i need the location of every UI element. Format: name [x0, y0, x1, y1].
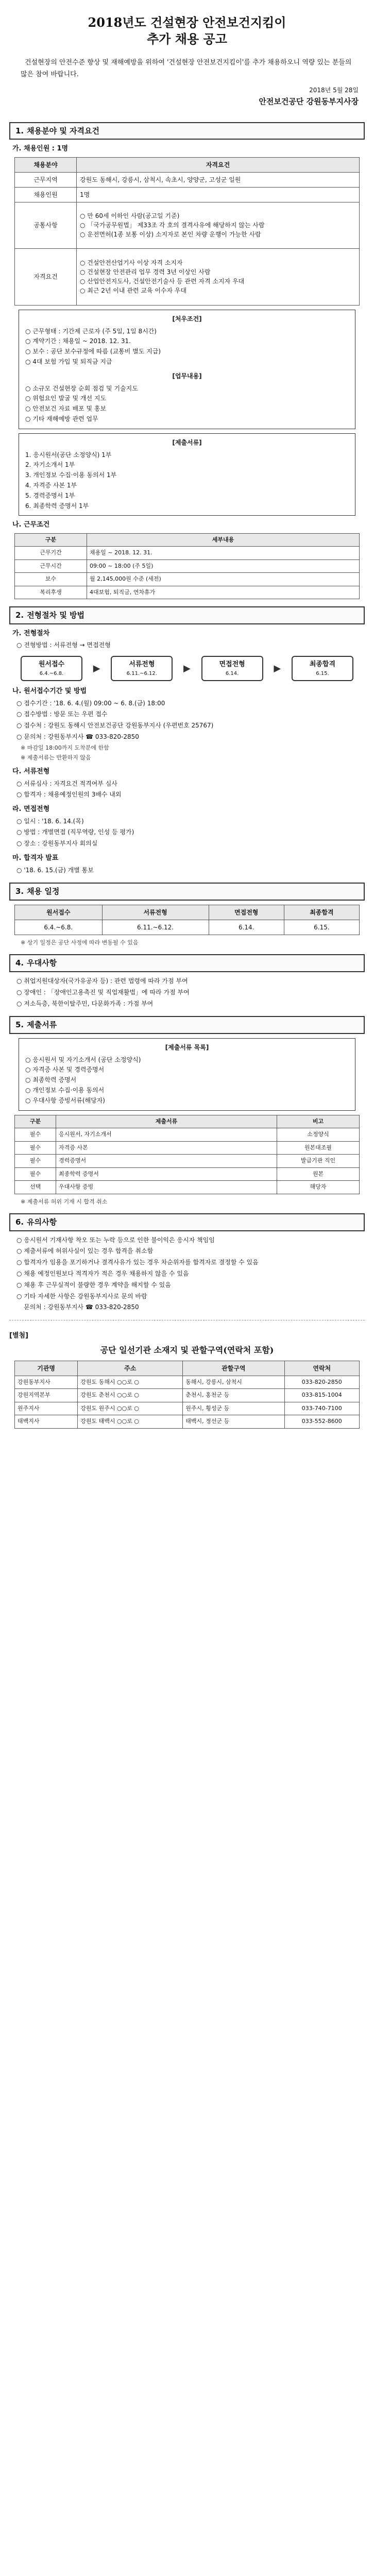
- list-item: ○ 개인정보 수집·이용 동의서: [25, 1087, 105, 1094]
- contact-line: 문의처 : 강원동부지사 ☎ 033-820-2850: [24, 1303, 139, 1311]
- notice-title: [0, 0, 374, 52]
- list-item: 3. 개인정보 수집·이용 동의서 1부: [25, 471, 117, 479]
- table-row: 자격요건 ○ 건설안전산업기사 이상 자격 소지자 ○ 건설현장 안전관리 업무 경력 3년 이상인 사람 ○ 산업안전지도사, 건설안전기술사 등 관련 자격 소지자 우대 ○ 최근 2년 이내 관련 교육 이수자 우대: [15, 248, 360, 305]
- table-header: 채용분야: [15, 157, 77, 172]
- notice-org: 안전보건공단 강원동부지사장: [259, 97, 359, 107]
- process-flow: [21, 656, 353, 681]
- list-item: 2. 자기소개서 1부: [25, 461, 75, 469]
- section-3-header: 3. 채용 일정: [9, 883, 365, 901]
- list-item: ○ 접수기간 : '18. 6. 4.(월) 09:00 ~ 6. 8.(금) 18:00: [16, 699, 165, 707]
- list-item: ○ 소규모 건설현장 순회 점검 및 기술지도: [25, 384, 138, 392]
- table-row: 태백지사 강원도 태백시 ○○로 ○ 태백시, 정선군 등 033-552-8600: [15, 1415, 360, 1429]
- table-row: 강원동부지사 강원도 동해시 ○○로 ○ 동해시, 강릉시, 삼척시 033-820-2850: [15, 1376, 360, 1389]
- list-item: ○ 취업지원대상자(국가유공자 등) : 관련 법령에 따라 가점 부여: [16, 977, 188, 985]
- docs-box: [제출서류] 1. 응시원서(공단 소정양식) 1부 2. 자기소개서 1부 3. 개인정보 수집·이용 동의서 1부 4. 자격증 사본 1부 5. 경력증명서 1부 6. 최종학력 증명서 1부: [19, 433, 355, 516]
- appendix-title: 공단 일선기관 소재지 및 관할구역(연락처 포함): [100, 1345, 274, 1355]
- table-row: 복리후생 4대보험, 퇴직금, 연차휴가: [15, 586, 360, 599]
- schedule-table: 원서접수 서류전형 면접전형 최종합격 6.4.~6.8. 6.11.~6.12. 6.14. 6.15.: [14, 905, 360, 935]
- s1-sub1: 가. 채용인원 : 1명: [12, 145, 69, 153]
- list-item: ○ 계약기간 : 채용일 ~ 2018. 12. 31.: [25, 337, 131, 345]
- list-item: ○ 위험요인 발굴 및 개선 지도: [25, 395, 107, 402]
- table-row: 선택 우대사항 증빙 해당자: [15, 1181, 360, 1194]
- step-document: 서류전형 6.11.~6.12.: [111, 656, 173, 681]
- list-item: ○ 기타 재해예방 관련 업무: [25, 415, 98, 422]
- arrow-icon: ▶: [93, 663, 100, 674]
- step-application: 원서접수 6.4.~6.8.: [21, 656, 82, 681]
- list-item: ○ 우대사항 증빙서류(해당자): [25, 1096, 105, 1104]
- section-3-title: 채용 일정: [27, 887, 60, 896]
- section-6-header: 6. 유의사항: [9, 1213, 365, 1231]
- list-item: ○ 안전보건 자료 배포 및 홍보: [25, 405, 107, 413]
- list-item: ○ 최종학력 증명서: [25, 1076, 77, 1084]
- table-row: 채용인원 1명: [15, 187, 360, 202]
- section-2-title: 전형절차 및 방법: [27, 611, 85, 620]
- section-2-header: 2. 전형절차 및 방법: [9, 606, 365, 624]
- s1-sub2: 나. 근무조건: [12, 521, 50, 529]
- section-1-header: 1. 채용분야 및 자격요건: [9, 122, 365, 140]
- list-item: ○ 합격자가 임용을 포기하거나 결격사유가 있는 경우 차순위자를 합격자로 결정할 수 있음: [16, 1259, 259, 1266]
- list-item: ○ 보수 : 공단 보수규정에 따름 (교통비 별도 지급): [25, 348, 161, 355]
- list-item: ○ 저소득층, 북한이탈주민, 다문화가족 : 가점 부여: [16, 999, 154, 1007]
- section-4-header: 4. 우대사항: [9, 954, 365, 972]
- table-row: 근무기간 채용일 ~ 2018. 12. 31.: [15, 547, 360, 560]
- step-interview: 면접전형 6.14.: [201, 656, 263, 681]
- notice-date: 2018년 5월 28일: [309, 87, 359, 94]
- list-item: ○ 기타 자세한 사항은 강원동부지사로 문의 바람: [16, 1292, 147, 1300]
- table-row: 필수 응시원서, 자기소개서 소정양식: [15, 1128, 360, 1142]
- office-table: 기관명 주소 관할구역 연락처 강원동부지사 강원도 동해시 ○○로 ○ 동해시, 강릉시, 삼척시 033-820-2850 강원지역본부 강원도 춘천시 ○○로 ○ 춘천시, 홍천군 등 033-815-1004 원주지사 강원도 원주시 ○○로 ○ 원주시, 횡성군 등 033-740-7100 태백지사 강원도 태백시 ○○로 ○ 태백시, 정선군 등 033-552-8600: [14, 1361, 360, 1429]
- list-item: 5. 경력증명서 1부: [25, 492, 75, 499]
- condition-table: 구분 세부내용 근무기간 채용일 ~ 2018. 12. 31. 근무시간 09:00 ~ 18:00 (주 5일) 보수 월 2,145,000원 수준 (세전) 복리후생 4대보험, 퇴직금, 연차휴가: [14, 533, 360, 600]
- section-6-title: 유의사항: [27, 1217, 57, 1227]
- table-header: 자격요건: [77, 157, 360, 172]
- list-item: ○ 문의처 : 강원동부지사 ☎ 033-820-2850: [16, 733, 139, 741]
- list-item: ○ 응시원서 및 자기소개서 (공단 소정양식): [25, 1056, 141, 1063]
- table-row: 강원지역본부 강원도 춘천시 ○○로 ○ 춘천시, 홍천군 등 033-815-1004: [15, 1389, 360, 1402]
- title-line-2: 추가 채용 공고: [147, 31, 227, 47]
- list-item: 4. 자격증 사본 1부: [25, 481, 77, 489]
- section-4-title: 우대사항: [27, 958, 57, 968]
- appendix-label: [별첨]: [9, 1332, 28, 1340]
- list-item: ○ 자격증 사본 및 경력증명서: [25, 1066, 105, 1074]
- arrow-icon: ▶: [274, 663, 281, 674]
- list-item: ○ 제출서류에 허위사실이 있는 경우 합격을 취소함: [16, 1247, 154, 1255]
- arrow-icon: ▶: [183, 663, 191, 674]
- list-item: ○ 접수방법 : 방문 또는 우편 접수: [16, 710, 108, 718]
- list-item: ○ 채용 후 근무실적이 불량한 경우 계약을 해지할 수 있음: [16, 1281, 171, 1289]
- table-row: 원주지사 강원도 원주시 ○○로 ○ 원주시, 횡성군 등 033-740-7100: [15, 1402, 360, 1415]
- step-final: 최종합격 6.15.: [292, 656, 353, 681]
- submission-table: 구분 제출서류 비고 필수 응시원서, 자기소개서 소정양식 필수 자격증 사본 원본대조필 필수 경력증명서 발급기관 직인 필수 최종학력 증명서 원본 선택 우대사항 증빙 해당자: [14, 1115, 360, 1194]
- intro-paragraph: 건설현장의 안전수준 향상 및 재해예방을 위하여 '건설현장 안전보건지킴이'를 추가 채용하오니 역량 있는 분들의 많은 참여 바랍니다.: [21, 58, 352, 78]
- table-row: 근무시간 09:00 ~ 18:00 (주 5일): [15, 560, 360, 573]
- table-row: 6.4.~6.8. 6.11.~6.12. 6.14. 6.15.: [15, 920, 360, 935]
- list-item: ○ 근무형태 : 기간제 근로자 (주 5일, 1일 8시간): [25, 327, 157, 335]
- submission-box: [제출서류 목록] ○ 응시원서 및 자기소개서 (공단 소정양식) ○ 자격증 사본 및 경력증명서 ○ 최종학력 증명서 ○ 개인정보 수집·이용 동의서 ○ 우대사항 증빙서류(해당자): [19, 1038, 355, 1111]
- title-line-1: 2018년도 건설현장 안전보건지킴이: [88, 15, 286, 30]
- list-item: 1. 응시원서(공단 소정양식) 1부: [25, 451, 112, 459]
- table-row: 공통사항 ○ 만 60세 이하인 사람(공고일 기준) ○ 「국가공무원법」 제33조 각 호의 결격사유에 해당하지 않는 사람 ○ 운전면허(1종 보통 이상) 소지자로 본인 차량 운행이 가능한 사람: [15, 202, 360, 248]
- list-item: ○ 채용 예정인원보다 적격자가 적은 경우 채용하지 않을 수 있음: [16, 1270, 189, 1278]
- list-item: ○ 4대 보험 가입 및 퇴직금 지급: [25, 358, 112, 365]
- qualification-table: [14, 157, 360, 306]
- table-row: 필수 자격증 사본 원본대조필: [15, 1141, 360, 1155]
- treatment-box: [처우조건] ○ 근무형태 : 기간제 근로자 (주 5일, 1일 8시간) ○ 계약기간 : 채용일 ~ 2018. 12. 31. ○ 보수 : 공단 보수규정에 따름 (교통비 별도 지급) ○ 4대 보험 가입 및 퇴직금 지급 [업무내용] ○ 소규모 건설현장 순회 점검 및 기술지도 ○ 위험요인 발굴 및 개선 지도 ○ 안전보건 자료 배포 및 홍보 ○ 기타 재해예방 관련 업무: [19, 310, 355, 429]
- section-5-title: 제출서류: [27, 1020, 57, 1030]
- table-row: 필수 경력증명서 발급기관 직인: [15, 1155, 360, 1168]
- list-item: ○ 응시원서 기재사항 착오 또는 누락 등으로 인한 불이익은 응시자 책임임: [16, 1236, 215, 1244]
- section-1-title: 채용분야 및 자격요건: [27, 126, 99, 135]
- table-row: 보수 월 2,145,000원 수준 (세전): [15, 573, 360, 586]
- list-item: ○ 장애인 : 「장애인고용촉진 및 직업재활법」에 따라 가점 부여: [16, 988, 190, 996]
- section-5-header: 5. 제출서류: [9, 1016, 365, 1034]
- list-item: 6. 최종학력 증명서 1부: [25, 502, 89, 510]
- table-row: 근무지역 강원도 동해시, 강릉시, 삼척시, 속초시, 양양군, 고성군 일원: [15, 172, 360, 187]
- list-item: ○ 접수처 : 강원도 동해시 안전보건공단 강원동부지사 (우편번호 25767): [16, 722, 214, 730]
- table-row: 필수 최종학력 증명서 원본: [15, 1167, 360, 1181]
